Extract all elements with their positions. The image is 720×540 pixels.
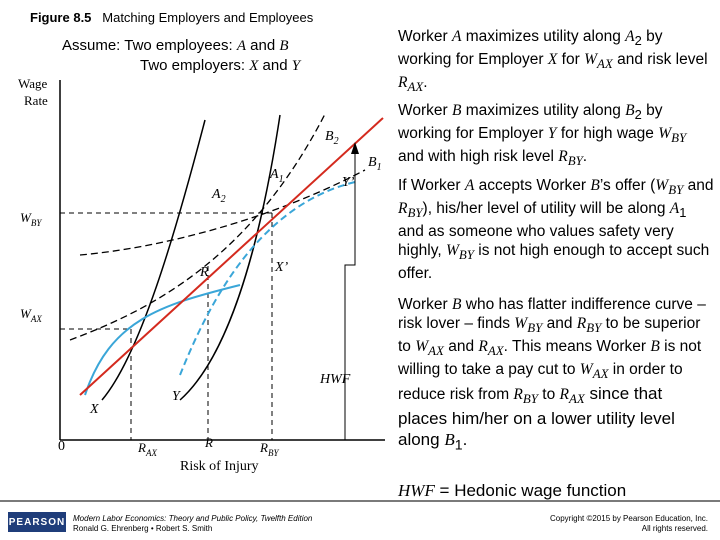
footer-copyright xyxy=(550,514,708,534)
note-worker-b: Worker B maximizes utility along $B_2$ by working for Employer Y for high wage $W_{BY}$ and with high risk level $R_{BY}$. xyxy=(398,102,687,169)
hwf-definition: HWF = Hedonic wage function xyxy=(398,481,627,500)
label-b2: $B_2$ xyxy=(325,129,339,147)
tick-r: R xyxy=(205,435,213,450)
label-x: X xyxy=(90,402,99,417)
hwf-line xyxy=(80,118,383,395)
figure-caption: Matching Employers and Employees xyxy=(102,10,314,25)
footer-book-title: Modern Labor Economics: Theory and Public Policy, Twelfth Edition xyxy=(73,514,313,523)
footer-copyright-line-2: All rights reserved. xyxy=(641,524,708,533)
figure-title xyxy=(30,10,313,25)
tick-wax: $W_{AX}$ xyxy=(20,306,42,324)
assume-line-1: Assume: Two employees: A and B xyxy=(62,37,289,54)
footer-book-info xyxy=(73,514,312,534)
footer-copyright-line-1: Copyright ©2015 by Pearson Education, Inc. xyxy=(550,514,708,523)
label-r-point: R xyxy=(200,265,209,280)
label-hwf: HWF xyxy=(320,372,351,387)
label-y-prime: Y’ xyxy=(342,175,355,190)
tick-wby: $W_{BY}$ xyxy=(20,210,42,228)
curve-a2 xyxy=(102,120,205,400)
label-b1: $B_1$ xyxy=(368,155,382,173)
origin-label: 0 xyxy=(58,439,65,454)
pearson-logo: PEARSON xyxy=(8,512,66,532)
note-worker-a: Worker A maximizes utility along $A_2$ by working for Employer X for $W_{AX}$ and risk level $R_{AX}$. xyxy=(398,28,708,95)
curve-x xyxy=(85,285,240,395)
tick-rby: $R_{BY}$ xyxy=(260,440,279,458)
footer-authors: Ronald G. Ehrenberg • Robert S. Smith xyxy=(73,524,213,533)
note-a-accepts-b-offer: If Worker A accepts Worker B’s offer ($W_{BY}$ and $R_{BY}$), his/her level of utility will be along $A_1$ and as someone who values safety very highly, $W_{BY}$ is not high enough to accept such offer. xyxy=(398,177,714,283)
label-y: Y xyxy=(172,389,180,404)
label-a1: $A_1$ xyxy=(270,167,284,185)
note-worker-b-risk-lover: Worker B who has flatter indifference curve – risk lover – finds $W_{BY}$ and $R_{BY}$ to be superior to $W_{AX}$ and $R_{AX}$. This means Worker B is not willing to take a pay cut to $W_{AX}$ in order to reduce risk from $R_{BY}$ to $R_{AX}$ since that places him/her on a lower utility level along $B_1$. xyxy=(398,296,706,454)
label-a2: $A_2$ xyxy=(212,187,226,205)
matching-diagram xyxy=(0,70,395,490)
y-axis-title-1: Wage xyxy=(18,76,48,91)
footer-divider xyxy=(0,500,720,502)
y-axis-title-2: Rate xyxy=(24,93,48,108)
label-x-prime: X’ xyxy=(275,260,289,275)
figure-number: Figure 8.5 xyxy=(30,10,92,25)
tick-rax: $R_{AX}$ xyxy=(138,440,157,458)
x-axis-title: Risk of Injury xyxy=(180,459,259,474)
assume-line-2: Two employers: X and Y xyxy=(140,57,301,74)
